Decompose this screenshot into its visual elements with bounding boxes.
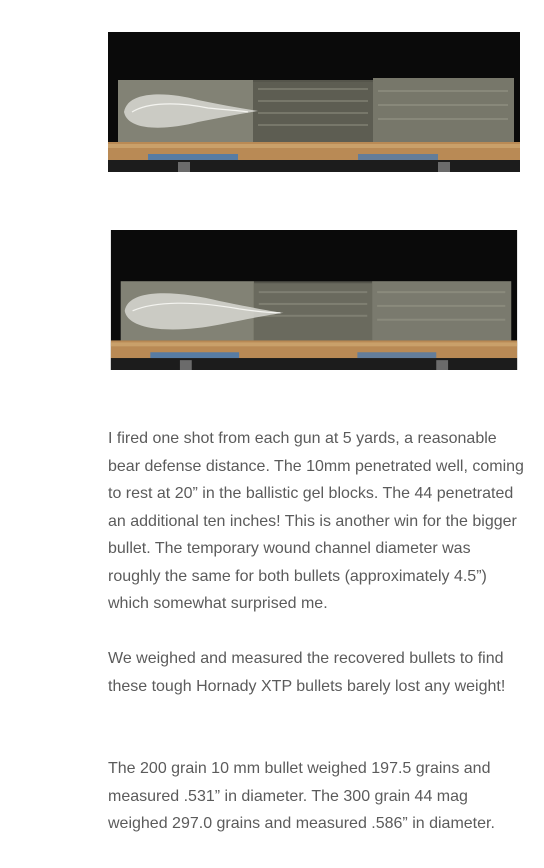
ballistic-gel-photo-44-mag — [108, 230, 520, 370]
article-paragraph-penetration: I fired one shot from each gun at 5 yards, a reasonable bear defense distance. The 10mm penetrated well, coming to rest at 20” in the ballistic gel blocks. The 44 penetrated an additional ten inches! This is another win for the bigger bullet. The temporary wound channel diameter was roughly the same for both bullets (approximately 4.5”) which somewhat surprised me. — [108, 430, 524, 612]
article-paragraph-weighed: We weighed and measured the recovered bullets to find these tough Hornady XTP bullets barely lost any weight! — [108, 650, 506, 695]
ballistic-gel-photo-10mm — [108, 32, 520, 172]
article-paragraph-measurements: The 200 grain 10 mm bullet weighed 197.5 grains and measured .531” in diameter. The 300 grain 44 mag weighed 297.0 grains and measured .586” in diameter. — [108, 760, 495, 832]
